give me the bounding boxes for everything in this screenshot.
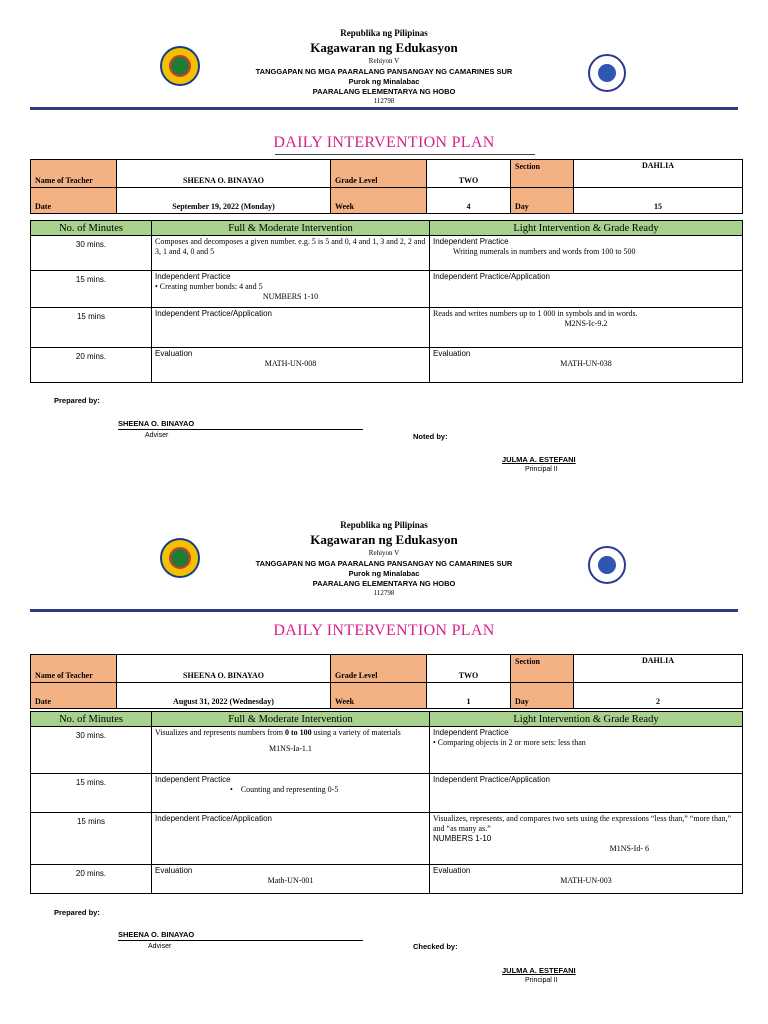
week-value: 1	[427, 683, 511, 709]
light-cell	[430, 774, 743, 813]
deped-seal-icon	[588, 54, 626, 92]
full-cell	[152, 271, 430, 308]
cell-text: Composes and decomposes a given number. e.g. 5 is 5 and 0, 4 and 1, 3 and 2, 2 and 3, 1 and 4, 0 and 5	[155, 237, 426, 256]
cell-text: Independent Practice	[155, 272, 231, 281]
cell-text: Reads and writes numbers up to 1 000 in symbols and in words.	[433, 309, 638, 318]
grade-label: Grade Level	[331, 160, 427, 188]
day-value: 2	[574, 683, 743, 709]
division-seal-icon	[160, 538, 200, 578]
principal-name: JULMA A. ESTEFANI	[502, 966, 576, 975]
section-label: Section	[511, 655, 574, 683]
date-label: Date	[31, 683, 117, 709]
minutes-cell: 30 mins.	[31, 727, 152, 774]
full-cell	[152, 813, 430, 865]
teacher-label: Name of Teacher	[31, 160, 117, 188]
table-row	[31, 727, 743, 774]
minutes-cell: 15 mins.	[31, 271, 152, 308]
region-text: Rehiyon V	[368, 57, 400, 65]
preparer-role: Adviser	[148, 943, 172, 950]
office-text: TANGGAPAN NG MGA PAARALANG PANSANGAY NG CAMARINES SUR	[255, 67, 513, 76]
cell-text: Independent Practice/Application	[155, 309, 272, 318]
full-cell	[152, 348, 430, 383]
division-seal-icon	[160, 46, 200, 86]
info-table	[30, 159, 743, 214]
col-minutes: No. of Minutes	[31, 221, 152, 236]
section-value: DAHLIA	[574, 655, 743, 683]
cell-text: M2NS-Ic-9.2	[564, 319, 608, 328]
cell-text: Writing numerals in numbers and words from 100 to 500	[453, 247, 636, 256]
preparer-role: Adviser	[145, 432, 169, 439]
preparer-name: SHEENA O. BINAYAO	[118, 419, 195, 428]
light-cell	[430, 236, 743, 271]
prepared-label: Prepared by:	[54, 908, 100, 917]
section-label: Section	[511, 160, 574, 188]
cell-text: • Comparing objects in 2 or more sets: less than	[433, 738, 586, 747]
prepared-label: Prepared by:	[54, 396, 100, 405]
cell-text: Evaluation	[155, 866, 193, 875]
cell-text: Independent Practice/Application	[155, 814, 272, 823]
school-id-text: 112798	[373, 589, 395, 597]
grade-value: TWO	[427, 160, 511, 188]
cell-text: Evaluation	[433, 349, 471, 358]
region-text: Rehiyon V	[368, 549, 400, 557]
cell-text: Evaluation	[155, 349, 193, 358]
light-cell	[430, 271, 743, 308]
header-rule	[30, 609, 738, 612]
cell-text: • Counting and representing 0-5	[230, 785, 339, 794]
day-label: Day	[511, 188, 574, 214]
date-value: August 31, 2022 (Wednesday)	[117, 683, 331, 709]
deped-seal-icon	[588, 546, 626, 584]
department-text: Kagawaran ng Edukasyon	[310, 40, 458, 55]
principal-role: Principal II	[525, 977, 558, 984]
grade-label: Grade Level	[331, 655, 427, 683]
principal-role: Principal II	[525, 466, 558, 473]
day-value: 15	[574, 188, 743, 214]
cell-text	[155, 728, 426, 738]
cell-text: M1NS-Ia-1.1	[269, 744, 312, 753]
cell-text: MATH-UN-008	[264, 359, 317, 368]
minutes-cell: 30 mins.	[31, 236, 152, 271]
school-text: PAARALANG ELEMENTARYA NG HOBO	[312, 579, 456, 588]
section-value: DAHLIA	[574, 160, 743, 188]
title-underline	[275, 154, 535, 155]
intervention-table	[30, 711, 743, 894]
full-cell	[152, 308, 430, 348]
week-value: 4	[427, 188, 511, 214]
cell-text: Independent Practice	[433, 728, 509, 737]
cell-text: MATH-UN-038	[560, 359, 612, 368]
full-cell	[152, 727, 430, 774]
principal-name: JULMA A. ESTEFANI	[502, 455, 576, 464]
checked-label: Checked by:	[413, 942, 458, 951]
school-text: PAARALANG ELEMENTARYA NG HOBO	[312, 87, 456, 96]
table-row	[31, 865, 743, 894]
cell-text: Evaluation	[433, 866, 471, 875]
department-text: Kagawaran ng Edukasyon	[310, 532, 458, 547]
cell-text-part: Counting and representing 0-5	[240, 785, 339, 794]
day-label: Day	[511, 683, 574, 709]
table-row	[31, 348, 743, 383]
light-cell	[430, 348, 743, 383]
teacher-value: SHEENA O. BINAYAO	[117, 160, 331, 188]
light-cell	[430, 865, 743, 894]
date-value: September 19, 2022 (Monday)	[117, 188, 331, 214]
cell-text-part: using a variety of materials	[313, 728, 401, 737]
full-cell	[152, 774, 430, 813]
table-row	[31, 813, 743, 865]
cell-text: M1NS-Id- 6	[609, 844, 649, 853]
minutes-cell: 15 mins	[31, 813, 152, 865]
cell-text: Independent Practice	[155, 775, 231, 784]
light-cell	[430, 308, 743, 348]
cell-text: • Creating number bonds: 4 and 5	[155, 282, 263, 291]
full-cell	[152, 236, 430, 271]
table-row	[31, 308, 743, 348]
col-light: Light Intervention & Grade Ready	[430, 221, 743, 236]
col-light: Light Intervention & Grade Ready	[430, 712, 743, 727]
principal-block	[502, 455, 576, 464]
republic-text: Republika ng Pilipinas	[340, 520, 428, 530]
cell-text: Independent Practice	[433, 237, 509, 246]
teacher-label: Name of Teacher	[31, 655, 117, 683]
plan-page-2	[0, 492, 768, 1004]
noted-label: Noted by:	[413, 432, 448, 441]
col-full: Full & Moderate Intervention	[152, 221, 430, 236]
office-text: TANGGAPAN NG MGA PAARALANG PANSANGAY NG CAMARINES SUR	[255, 559, 513, 568]
principal-block	[502, 966, 576, 975]
cell-text: Independent Practice/Application	[433, 272, 550, 281]
light-cell	[430, 727, 743, 774]
cell-text: Independent Practice/Application	[433, 775, 550, 784]
header-rule	[30, 107, 738, 110]
page-title: DAILY INTERVENTION PLAN	[273, 622, 495, 639]
cell-text-part: Visualizes and represents numbers from	[155, 728, 283, 737]
minutes-cell: 15 mins	[31, 308, 152, 348]
page-title: DAILY INTERVENTION PLAN	[273, 134, 495, 151]
school-id-text: 112798	[373, 97, 395, 105]
cell-text: Math-UN-001	[267, 876, 314, 885]
date-label: Date	[31, 188, 117, 214]
cell-text: Visualizes, represents, and compares two sets using the expressions “less than,” “more than,” and “as many as.”	[433, 814, 732, 833]
signature-line	[118, 940, 363, 941]
minutes-cell: 20 mins.	[31, 865, 152, 894]
col-full: Full & Moderate Intervention	[152, 712, 430, 727]
table-row	[31, 774, 743, 813]
cell-text: MATH-UN-003	[560, 876, 612, 885]
full-cell	[152, 865, 430, 894]
table-row	[31, 236, 743, 271]
cell-text: NUMBERS 1-10	[262, 292, 319, 301]
cell-text-bold: 0 to 100	[284, 728, 312, 737]
week-label: Week	[331, 188, 427, 214]
grade-value: TWO	[427, 655, 511, 683]
signature-line	[118, 429, 363, 430]
week-label: Week	[331, 683, 427, 709]
district-text: Purok ng Minalabac	[348, 77, 420, 86]
cell-text: NUMBERS 1-10	[433, 834, 492, 843]
republic-text: Republika ng Pilipinas	[340, 28, 428, 38]
table-row	[31, 271, 743, 308]
intervention-table	[30, 220, 743, 383]
minutes-cell: 20 mins.	[31, 348, 152, 383]
teacher-value: SHEENA O. BINAYAO	[117, 655, 331, 683]
info-table	[30, 654, 743, 709]
light-cell	[430, 813, 743, 865]
minutes-cell: 15 mins.	[31, 774, 152, 813]
col-minutes: No. of Minutes	[31, 712, 152, 727]
district-text: Purok ng Minalabac	[348, 569, 420, 578]
preparer-name: SHEENA O. BINAYAO	[118, 930, 195, 939]
